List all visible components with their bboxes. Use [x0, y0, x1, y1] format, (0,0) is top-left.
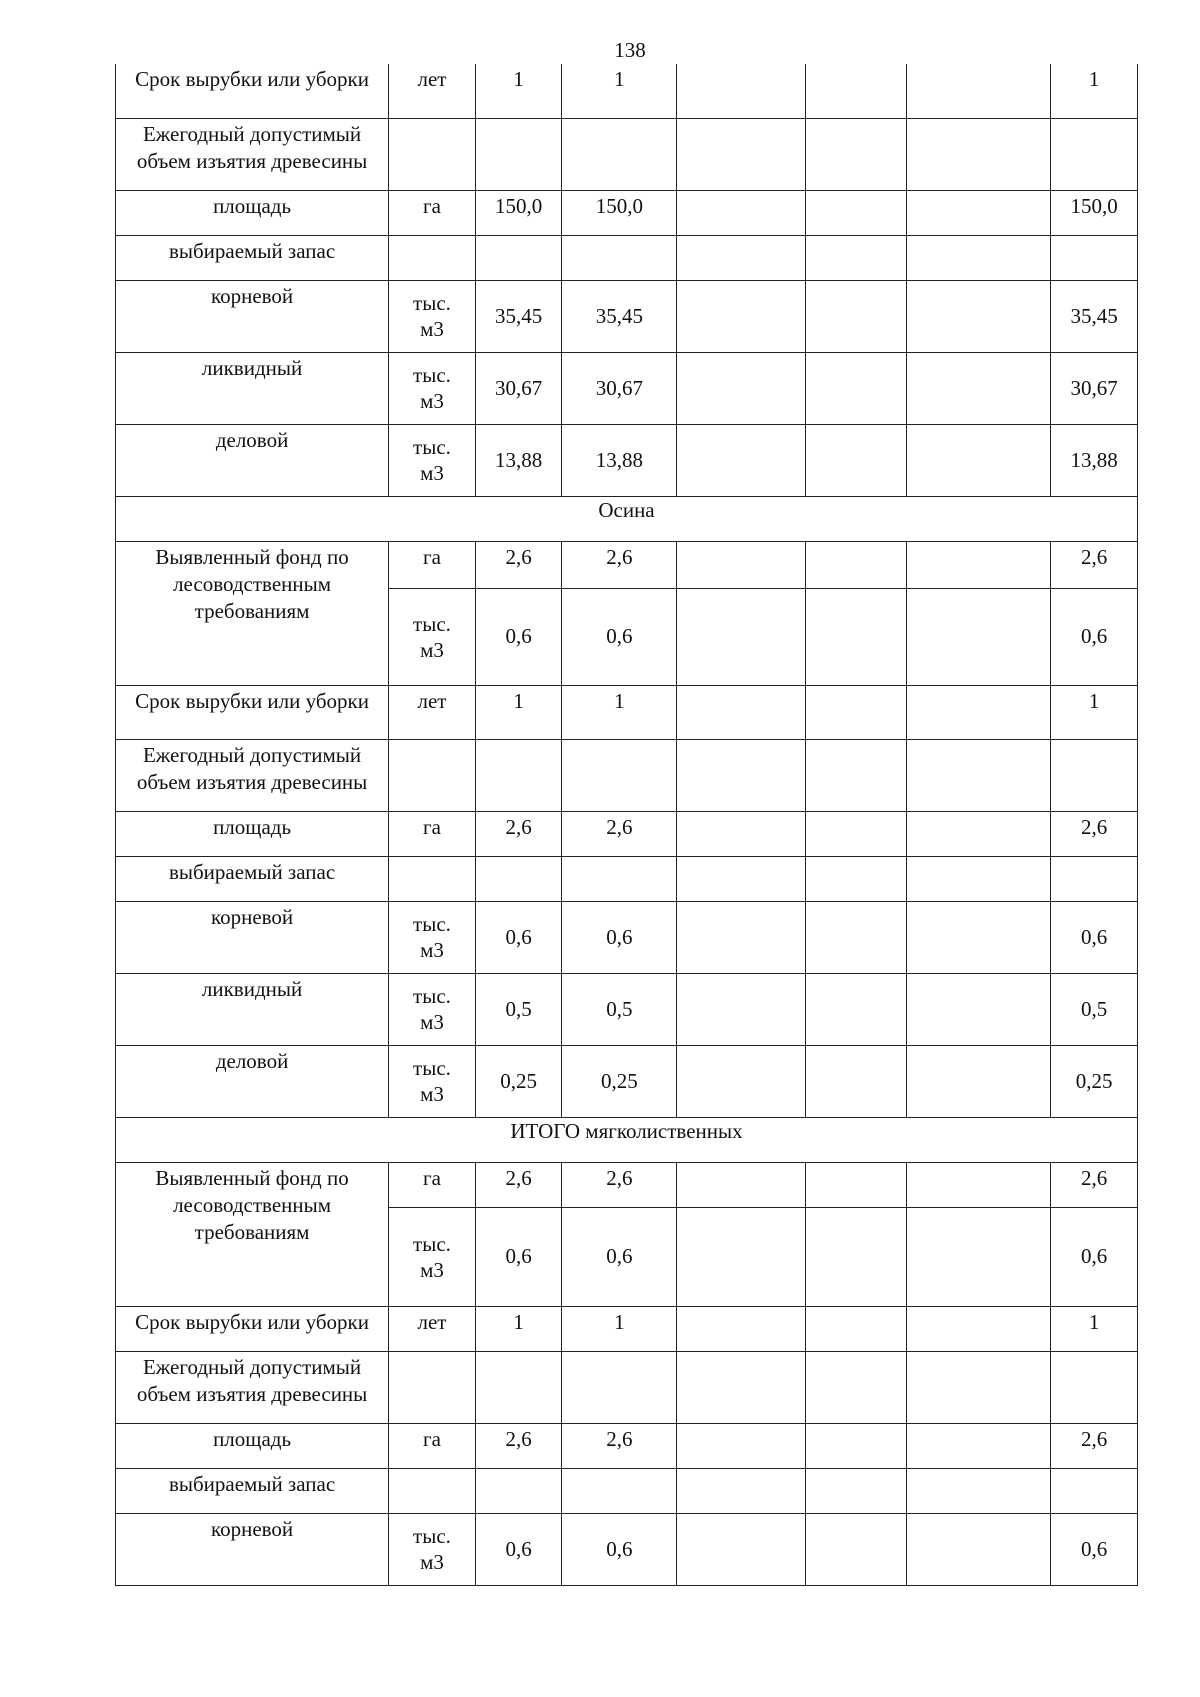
- value-cell: 0,6: [1051, 588, 1138, 685]
- unit-cell: [389, 118, 476, 190]
- row-label: корневой: [116, 1513, 389, 1585]
- value-cell: [806, 1162, 907, 1207]
- value-cell: 1: [475, 685, 562, 739]
- table-row: [116, 811, 1138, 856]
- unit-line: м3: [420, 317, 444, 341]
- value-cell: [806, 1513, 907, 1585]
- unit-line: тыс.: [413, 291, 451, 315]
- value-cell: [806, 280, 907, 352]
- unit-cell: га: [389, 1423, 476, 1468]
- unit-line: тыс.: [413, 435, 451, 459]
- table-row: [116, 973, 1138, 1045]
- unit-line: м3: [420, 637, 444, 662]
- value-cell: [562, 1351, 677, 1423]
- row-label: площадь: [116, 811, 389, 856]
- value-cell: [806, 588, 907, 685]
- table-row: [116, 685, 1138, 739]
- unit-cell: лет: [389, 1306, 476, 1351]
- unit-cell: га: [389, 811, 476, 856]
- unit-cell: [389, 352, 476, 424]
- unit-line: тыс.: [413, 912, 451, 936]
- table-row: [116, 118, 1138, 190]
- value-cell: 13,88: [562, 424, 677, 496]
- value-cell: [677, 1423, 806, 1468]
- value-cell: [907, 1351, 1051, 1423]
- value-cell: [677, 588, 806, 685]
- table-row: [116, 739, 1138, 811]
- value-cell: [677, 1162, 806, 1207]
- unit-line: тыс.: [413, 1231, 451, 1256]
- value-cell: [907, 1207, 1051, 1306]
- value-cell: 0,6: [562, 901, 677, 973]
- section-header-row: [116, 1117, 1138, 1162]
- value-cell: [677, 1207, 806, 1306]
- value-cell: [907, 190, 1051, 235]
- row-label: Ежегодный допустимый объем изъятия древесины: [116, 1351, 389, 1423]
- value-cell: [677, 739, 806, 811]
- value-cell: [677, 424, 806, 496]
- unit-cell: га: [389, 1162, 476, 1207]
- value-cell: 0,5: [1051, 973, 1138, 1045]
- section-title: ИТОГО мягколиственных: [116, 1117, 1138, 1162]
- unit-line: тыс.: [413, 611, 451, 636]
- unit-line: м3: [420, 389, 444, 413]
- value-cell: 1: [562, 64, 677, 118]
- value-cell: [677, 64, 806, 118]
- value-cell: [677, 856, 806, 901]
- value-cell: [907, 588, 1051, 685]
- unit-cell: [389, 1468, 476, 1513]
- value-cell: [806, 811, 907, 856]
- value-cell: 0,6: [1051, 1513, 1138, 1585]
- unit-cell: [389, 1351, 476, 1423]
- value-cell: [907, 685, 1051, 739]
- value-cell: 0,25: [562, 1045, 677, 1117]
- row-label: деловой: [116, 1045, 389, 1117]
- value-cell: 2,6: [475, 1423, 562, 1468]
- table-row: [116, 64, 1138, 118]
- value-cell: 150,0: [1051, 190, 1138, 235]
- value-cell: [806, 190, 907, 235]
- value-cell: 2,6: [562, 541, 677, 588]
- value-cell: [806, 1351, 907, 1423]
- unit-cell: га: [389, 190, 476, 235]
- value-cell: 1: [562, 685, 677, 739]
- forest-use-table: [115, 64, 1138, 1586]
- value-cell: [907, 1306, 1051, 1351]
- value-cell: 35,45: [1051, 280, 1138, 352]
- table-row: [116, 856, 1138, 901]
- value-cell: 0,6: [475, 1513, 562, 1585]
- unit-cell: [389, 280, 476, 352]
- unit-cell: [389, 856, 476, 901]
- value-cell: [907, 352, 1051, 424]
- value-cell: 0,5: [562, 973, 677, 1045]
- value-cell: [806, 973, 907, 1045]
- value-cell: 0,5: [475, 973, 562, 1045]
- value-cell: [1051, 856, 1138, 901]
- value-cell: [806, 739, 907, 811]
- value-cell: 0,6: [562, 588, 677, 685]
- value-cell: [562, 235, 677, 280]
- value-cell: 0,6: [475, 901, 562, 973]
- table-row: [116, 280, 1138, 352]
- value-cell: 2,6: [562, 1423, 677, 1468]
- value-cell: [677, 973, 806, 1045]
- value-cell: 35,45: [475, 280, 562, 352]
- value-cell: [677, 901, 806, 973]
- value-cell: 0,6: [562, 1207, 677, 1306]
- value-cell: [806, 856, 907, 901]
- value-cell: [806, 1306, 907, 1351]
- value-cell: [907, 901, 1051, 973]
- table-row: [116, 352, 1138, 424]
- value-cell: [806, 901, 907, 973]
- value-cell: [806, 1045, 907, 1117]
- value-cell: [677, 541, 806, 588]
- value-cell: [475, 739, 562, 811]
- section-header-row: [116, 496, 1138, 541]
- value-cell: [806, 118, 907, 190]
- value-cell: 2,6: [1051, 1423, 1138, 1468]
- value-cell: [475, 235, 562, 280]
- value-cell: [907, 64, 1051, 118]
- unit-line: тыс.: [413, 984, 451, 1008]
- value-cell: [806, 1207, 907, 1306]
- value-cell: 30,67: [1051, 352, 1138, 424]
- unit-line: м3: [420, 1550, 444, 1574]
- value-cell: 30,67: [562, 352, 677, 424]
- unit-cell: лет: [389, 64, 476, 118]
- value-cell: [907, 1423, 1051, 1468]
- value-cell: 1: [1051, 1306, 1138, 1351]
- table-row: [116, 424, 1138, 496]
- value-cell: [907, 739, 1051, 811]
- value-cell: 2,6: [562, 1162, 677, 1207]
- value-cell: [677, 235, 806, 280]
- value-cell: [677, 1513, 806, 1585]
- value-cell: [806, 352, 907, 424]
- unit-cell: лет: [389, 685, 476, 739]
- value-cell: 150,0: [562, 190, 677, 235]
- table-row: [116, 541, 1138, 588]
- value-cell: [677, 118, 806, 190]
- value-cell: 150,0: [475, 190, 562, 235]
- value-cell: 1: [475, 1306, 562, 1351]
- value-cell: [907, 1045, 1051, 1117]
- unit-line: м3: [420, 1010, 444, 1034]
- unit-cell: [389, 973, 476, 1045]
- value-cell: 0,25: [1051, 1045, 1138, 1117]
- value-cell: [907, 280, 1051, 352]
- unit-cell: [389, 1207, 476, 1306]
- value-cell: [907, 424, 1051, 496]
- unit-cell: га: [389, 541, 476, 588]
- value-cell: [907, 1468, 1051, 1513]
- value-cell: [562, 118, 677, 190]
- table-row: [116, 235, 1138, 280]
- value-cell: 0,6: [475, 1207, 562, 1306]
- unit-cell: [389, 588, 476, 685]
- row-label: Выявленный фонд по лесоводственным требованиям: [116, 1162, 389, 1306]
- value-cell: [677, 1306, 806, 1351]
- unit-line: м3: [420, 938, 444, 962]
- value-cell: 35,45: [562, 280, 677, 352]
- value-cell: [806, 541, 907, 588]
- value-cell: [562, 856, 677, 901]
- value-cell: 2,6: [475, 811, 562, 856]
- unit-cell: [389, 424, 476, 496]
- table-row: [116, 1351, 1138, 1423]
- value-cell: [907, 1162, 1051, 1207]
- value-cell: 1: [1051, 64, 1138, 118]
- value-cell: 2,6: [475, 541, 562, 588]
- value-cell: [475, 1468, 562, 1513]
- value-cell: [475, 1351, 562, 1423]
- value-cell: 13,88: [475, 424, 562, 496]
- table-row: [116, 1468, 1138, 1513]
- value-cell: [1051, 235, 1138, 280]
- row-label: выбираемый запас: [116, 1468, 389, 1513]
- value-cell: [475, 118, 562, 190]
- value-cell: [907, 541, 1051, 588]
- unit-line: тыс.: [413, 1056, 451, 1080]
- table-row: [116, 1162, 1138, 1207]
- row-label: Срок вырубки или уборки: [116, 1306, 389, 1351]
- value-cell: [806, 1468, 907, 1513]
- value-cell: [677, 1045, 806, 1117]
- row-label: Ежегодный допустимый объем изъятия древесины: [116, 118, 389, 190]
- value-cell: 1: [1051, 685, 1138, 739]
- value-cell: [806, 235, 907, 280]
- table-row: [116, 1306, 1138, 1351]
- row-label: Срок вырубки или уборки: [116, 64, 389, 118]
- value-cell: [677, 811, 806, 856]
- value-cell: [677, 352, 806, 424]
- row-label: корневой: [116, 280, 389, 352]
- value-cell: [806, 1423, 907, 1468]
- value-cell: 1: [562, 1306, 677, 1351]
- row-label: площадь: [116, 190, 389, 235]
- table-row: [116, 1045, 1138, 1117]
- value-cell: 2,6: [475, 1162, 562, 1207]
- table-row: [116, 901, 1138, 973]
- row-label: Выявленный фонд по лесоводственным требованиям: [116, 541, 389, 685]
- value-cell: [806, 685, 907, 739]
- value-cell: [677, 685, 806, 739]
- value-cell: [907, 235, 1051, 280]
- value-cell: [1051, 1351, 1138, 1423]
- unit-cell: [389, 901, 476, 973]
- value-cell: [907, 973, 1051, 1045]
- value-cell: 0,25: [475, 1045, 562, 1117]
- value-cell: [907, 856, 1051, 901]
- unit-line: м3: [420, 1082, 444, 1106]
- value-cell: 0,6: [1051, 901, 1138, 973]
- row-label: площадь: [116, 1423, 389, 1468]
- value-cell: [1051, 739, 1138, 811]
- unit-cell: [389, 1045, 476, 1117]
- value-cell: 2,6: [1051, 811, 1138, 856]
- section-title: Осина: [116, 496, 1138, 541]
- value-cell: [907, 118, 1051, 190]
- unit-cell: [389, 1513, 476, 1585]
- table-row: [116, 1423, 1138, 1468]
- row-label: корневой: [116, 901, 389, 973]
- unit-cell: [389, 235, 476, 280]
- row-label: ликвидный: [116, 352, 389, 424]
- value-cell: [1051, 118, 1138, 190]
- unit-line: м3: [420, 1257, 444, 1282]
- value-cell: 2,6: [1051, 541, 1138, 588]
- value-cell: 13,88: [1051, 424, 1138, 496]
- value-cell: [562, 739, 677, 811]
- row-label: выбираемый запас: [116, 856, 389, 901]
- row-label: Ежегодный допустимый объем изъятия древесины: [116, 739, 389, 811]
- value-cell: 1: [475, 64, 562, 118]
- value-cell: 2,6: [562, 811, 677, 856]
- value-cell: [907, 1513, 1051, 1585]
- table-body: [116, 64, 1138, 1585]
- value-cell: 30,67: [475, 352, 562, 424]
- row-label: деловой: [116, 424, 389, 496]
- value-cell: 0,6: [1051, 1207, 1138, 1306]
- unit-cell: [389, 739, 476, 811]
- page-number: 138: [614, 38, 646, 62]
- value-cell: [562, 1468, 677, 1513]
- unit-line: тыс.: [413, 363, 451, 387]
- table-row: [116, 1513, 1138, 1585]
- value-cell: [677, 280, 806, 352]
- table-row: [116, 190, 1138, 235]
- value-cell: [907, 811, 1051, 856]
- row-label: ликвидный: [116, 973, 389, 1045]
- value-cell: [475, 856, 562, 901]
- value-cell: 0,6: [562, 1513, 677, 1585]
- row-label: выбираемый запас: [116, 235, 389, 280]
- unit-line: м3: [420, 461, 444, 485]
- value-cell: [677, 1468, 806, 1513]
- value-cell: [806, 64, 907, 118]
- value-cell: [1051, 1468, 1138, 1513]
- value-cell: [806, 424, 907, 496]
- unit-line: тыс.: [413, 1524, 451, 1548]
- value-cell: [677, 1351, 806, 1423]
- value-cell: 0,6: [475, 588, 562, 685]
- value-cell: 2,6: [1051, 1162, 1138, 1207]
- row-label: Срок вырубки или уборки: [116, 685, 389, 739]
- value-cell: [677, 190, 806, 235]
